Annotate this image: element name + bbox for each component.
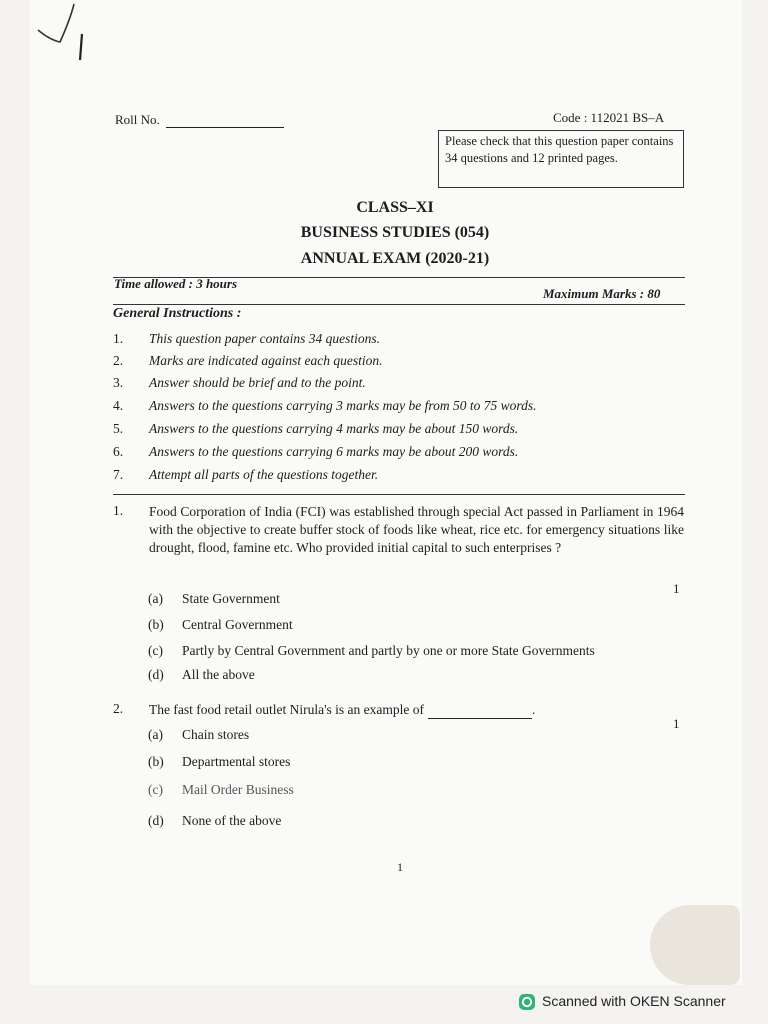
question-text: Food Corporation of India (FCI) was established through special Act passed in Parliament in 1964 with the objective to create buffer stock of foods like wheat, rice etc. for emergency situations like drought, flood, famine etc. Who provided initial capital to such enterprises ? [149, 504, 684, 555]
scanner-text: Scanned with OKEN Scanner [542, 993, 726, 1009]
option-d: (d) None of the above [148, 813, 282, 828]
paper-code: Code : 112021 BS–A [553, 110, 665, 125]
exam-title: ANNUAL EXAM (2020-21) [300, 250, 490, 267]
maximum-marks: Maximum Marks : 80 [543, 286, 661, 301]
instruction-item: 6. Answers to the questions carrying 6 marks may be about 200 words. [113, 444, 519, 459]
roll-number-field [115, 112, 284, 128]
option-b: (b) Departmental stores [148, 754, 291, 769]
shadow-smudge [650, 905, 740, 985]
instruction-item: 4. Answers to the questions carrying 3 marks may be from 50 to 75 words. [113, 398, 537, 413]
question-number: 2. [113, 701, 124, 716]
instructions-heading: General Instructions : [113, 306, 242, 321]
option-b: (b) Central Government [148, 617, 293, 632]
oken-scanner-logo-icon [518, 993, 536, 1011]
option-d: (d) All the above [148, 667, 255, 682]
roll-number-line [166, 115, 284, 128]
option-a: (a) State Government [148, 591, 280, 606]
scanner-watermark [518, 993, 726, 1011]
instruction-item: 1. This question paper contains 34 questions. [113, 331, 381, 346]
question-marks: 1 [673, 581, 680, 596]
option-c: (c) Mail Order Business [148, 782, 294, 797]
question-2 [113, 701, 673, 721]
divider-meta [113, 304, 685, 305]
page-number: 1 [397, 860, 403, 874]
option-a: (a) Chain stores [148, 727, 250, 742]
instruction-item: 5. Answers to the questions carrying 4 marks may be about 150 words. [113, 421, 519, 436]
page-check-notice: Please check that this question paper contains 34 questions and 12 printed pages. [438, 130, 684, 188]
question-marks: 1 [673, 716, 680, 731]
roll-number-label: Roll No. [115, 112, 160, 127]
instruction-item: 7. Attempt all parts of the questions together. [113, 467, 379, 482]
time-allowed: Time allowed : 3 hours [114, 276, 238, 291]
question-1 [113, 503, 685, 583]
class-title: CLASS–XI [356, 199, 434, 216]
pen-mark-icon [30, 0, 100, 70]
question-text: The fast food retail outlet Nirula's is an example of . [149, 702, 536, 717]
option-c: (c) Partly by Central Government and partly by one or more State Governments [148, 643, 595, 658]
question-number: 1. [113, 503, 124, 518]
divider-instructions [113, 494, 685, 495]
subject-title: BUSINESS STUDIES (054) [300, 224, 490, 241]
instruction-item: 3. Answer should be brief and to the point. [113, 375, 366, 390]
answer-blank [428, 706, 532, 719]
instruction-item: 2. Marks are indicated against each question. [113, 353, 383, 368]
